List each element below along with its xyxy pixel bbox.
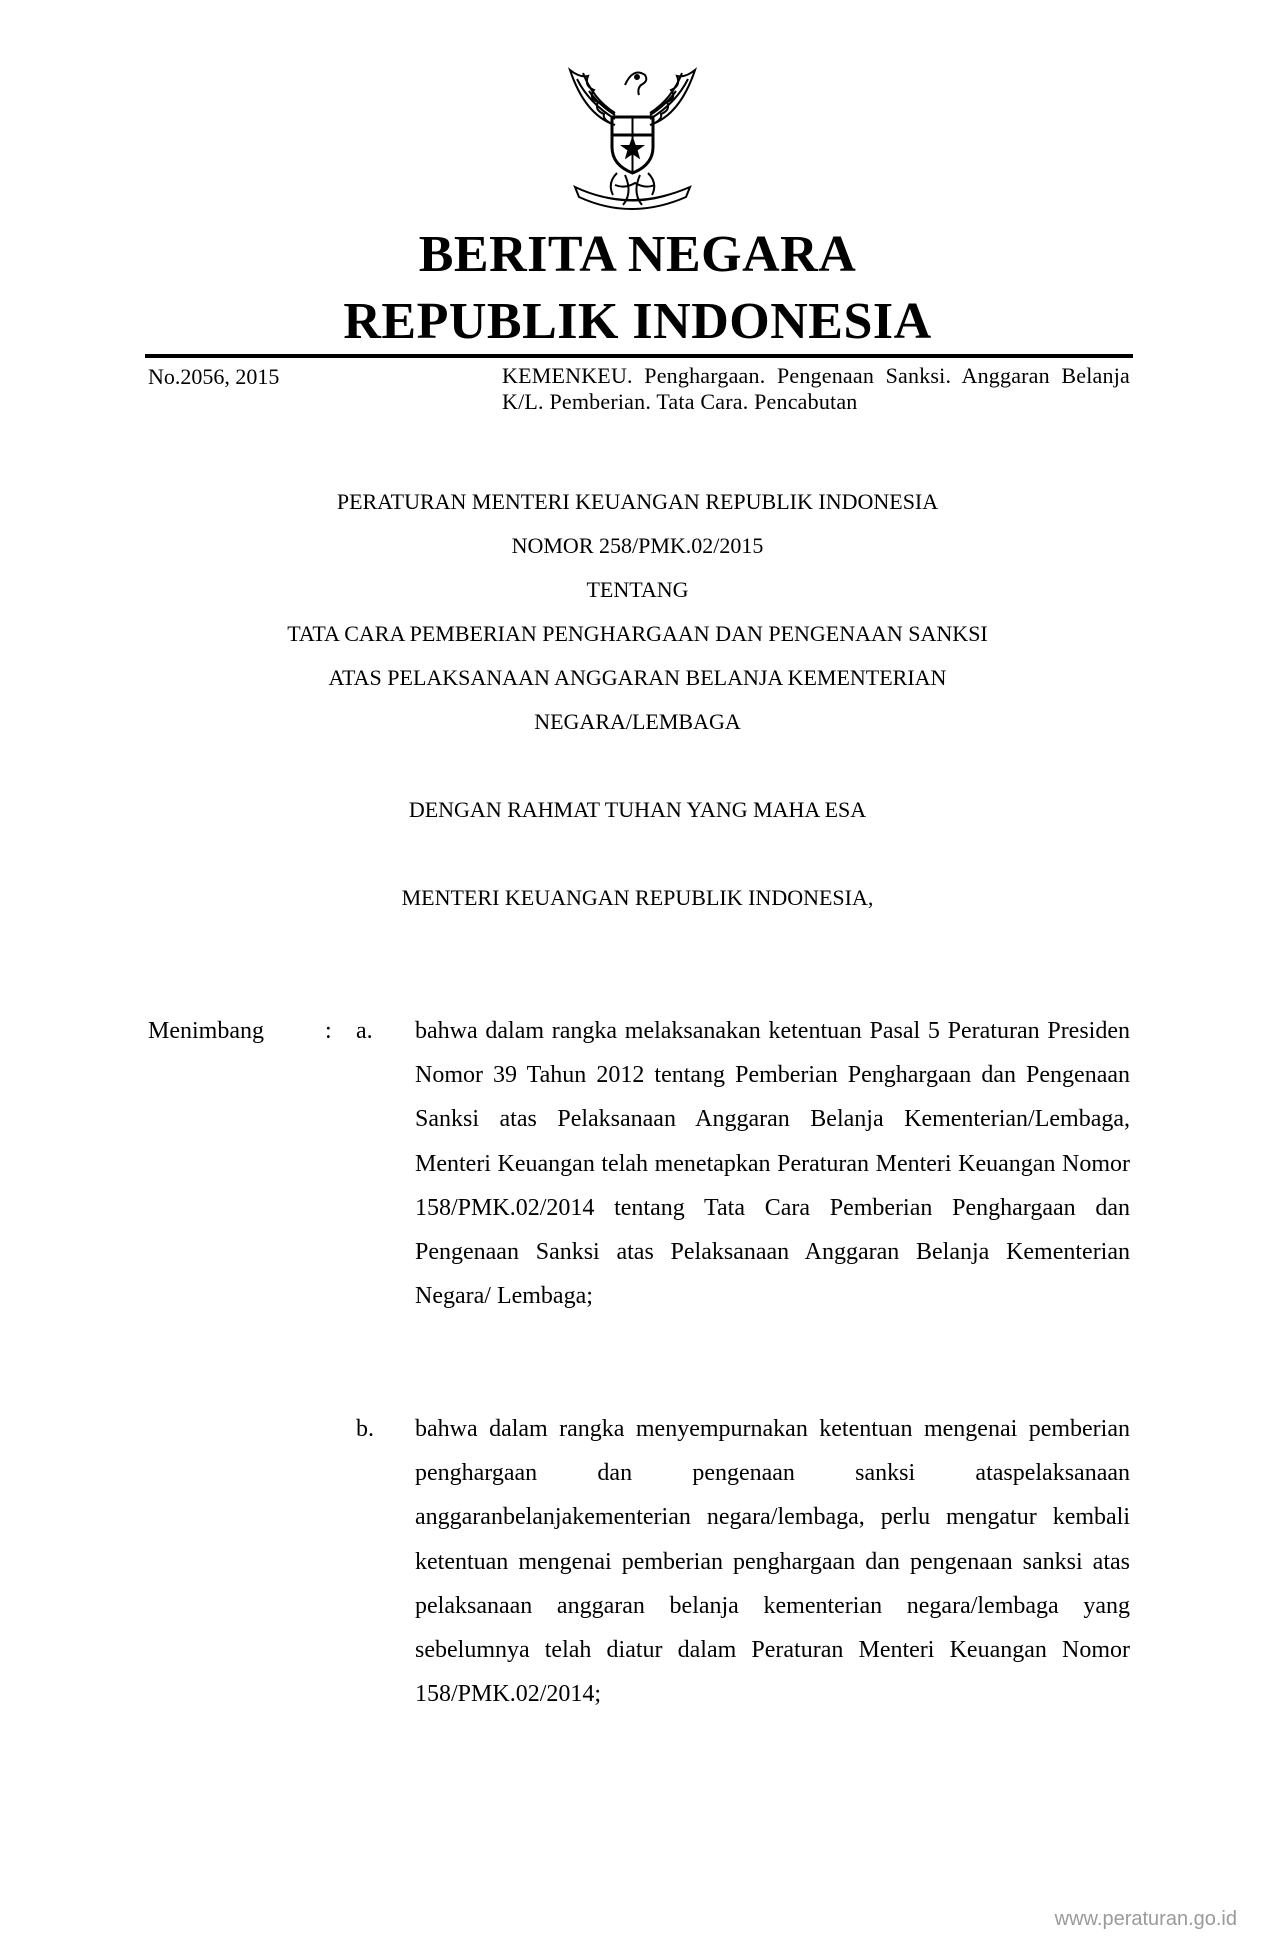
gazette-title: BERITA NEGARA	[418, 226, 857, 283]
garuda-pancasila-emblem-icon	[555, 55, 710, 215]
considering-item-b: bahwa dalam rangka menyempurnakan ketentuan mengenai pemberian penghargaan dan pengenaan sanksi ataspelaksanaan anggaranbelanjakementerian negara/lembaga, perlu mengatur kembali ketentuan mengenai pemberian penghargaan dan pengenaan sanksi atas pelaksanaan anggaran belanja kementerian negara/lembaga yang sebelumnya telah diatur dalam Peraturan Menteri Keuangan Nomor 158/PMK.02/2014;	[415, 1416, 1130, 1708]
website-link[interactable]: www.peraturan.go.id	[1054, 1908, 1237, 1930]
issuer: MENTERI KEUANGAN REPUBLIK INDONESIA,	[401, 885, 874, 910]
regulation-number: NOMOR 258/PMK.02/2015	[511, 533, 764, 558]
considering-colon: :	[325, 1018, 332, 1044]
regulation-about: TENTANG	[586, 577, 689, 602]
gazette-subtitle: REPUBLIK INDONESIA	[343, 293, 932, 350]
registration-number: No.2056, 2015	[148, 364, 280, 389]
item-marker-a: a.	[356, 1018, 373, 1044]
invocation: DENGAN RAHMAT TUHAN YANG MAHA ESA	[408, 797, 867, 822]
considering-item-a: bahwa dalam rangka melaksanakan ketentuan Pasal 5 Peraturan Presiden Nomor 39 Tahun 2012 tentang Pemberian Penghargaan dan Pengenaan Sanksi atas Pelaksanaan Anggaran Belanja Kementerian/Lembaga, Menteri Keuangan telah menetapkan Peraturan Menteri Keuangan Nomor 158/PMK.02/2014 tentang Tata Cara Pemberian Penghargaan dan Pengenaan Sanksi atas Pelaksanaan Anggaran Belanja Kementerian Negara/ Lembaga;	[415, 1018, 1130, 1310]
regulation-subject-line-2: ATAS PELAKSANAAN ANGGARAN BELANJA KEMENTERIAN	[328, 665, 947, 690]
header-divider	[145, 354, 1133, 358]
regulation-subject-line-3: NEGARA/LEMBAGA	[534, 709, 741, 734]
regulation-title: PERATURAN MENTERI KEUANGAN REPUBLIK INDONESIA	[336, 489, 939, 514]
considering-label: Menimbang	[148, 1018, 264, 1044]
registration-topic: KEMENKEU. Penghargaan. Pengenaan Sanksi. Anggaran Belanja K/L. Pemberian. Tata Cara. Pencabutan	[502, 363, 1130, 414]
regulation-subject-line-1: TATA CARA PEMBERIAN PENGHARGAAN DAN PENGENAAN SANKSI	[287, 621, 988, 646]
item-marker-b: b.	[356, 1416, 374, 1442]
